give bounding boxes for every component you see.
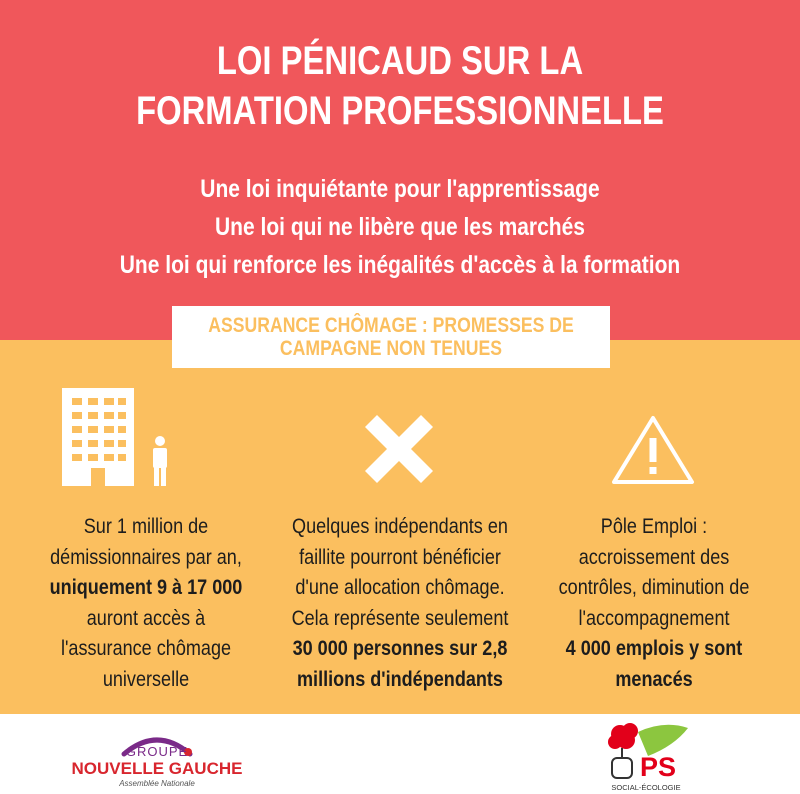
logo-group-name: NOUVELLE GAUCHE <box>72 759 242 778</box>
rose-shape <box>608 723 638 749</box>
title-line-2: FORMATION PROFESSIONNELLE <box>136 89 664 133</box>
column-1-line-6: universelle <box>102 667 190 691</box>
column-3-line-1: Pôle Emploi : <box>600 515 708 538</box>
column-1-line-5: l'assurance chômage <box>60 637 232 660</box>
column-3 <box>522 512 786 695</box>
logo-group-label: GROUPE <box>125 744 189 759</box>
column-3-line-3: contrôles, diminution de <box>558 576 750 599</box>
column-1-line-3: uniquement 9 à 17 000 <box>49 576 243 599</box>
warning-icon <box>610 414 696 486</box>
column-2-line-5: 30 000 personnes sur 2,8 <box>292 637 508 660</box>
column-2-line-1: Quelques indépendants en <box>292 515 508 538</box>
person-shape <box>153 436 167 486</box>
page-title <box>72 36 728 136</box>
column-2 <box>250 512 550 695</box>
building-person-icon <box>58 384 182 490</box>
subtitle-1: Une loi inquiétante pour l'apprentissage <box>200 175 600 203</box>
column-3-line-4: l'accompagnement <box>578 606 730 630</box>
column-1 <box>18 512 274 695</box>
nouvelle-gauche-logo <box>72 728 242 790</box>
column-1-line-4: auront accès à <box>86 606 206 630</box>
column-2-line-3: d'une allocation chômage. <box>295 576 505 599</box>
column-2-line-6: millions d'indépendants <box>297 667 503 691</box>
banner-line-2: CAMPAGNE NON TENUES <box>279 337 503 360</box>
column-3-line-6: menacés <box>615 667 693 691</box>
subtitle-list <box>64 170 736 284</box>
subtitle-2: Une loi qui ne libère que les marchés <box>215 213 585 241</box>
cross-icon <box>362 412 436 486</box>
banner-line-1: ASSURANCE CHÔMAGE : PROMESSES DE <box>208 314 574 337</box>
column-3-line-2: accroissement des <box>578 545 730 569</box>
ps-mark: PS <box>639 752 677 782</box>
section-banner <box>172 306 610 368</box>
column-1-line-2: démissionnaires par an, <box>50 545 242 569</box>
banner-text <box>207 314 575 360</box>
column-1-line-1: Sur 1 million de <box>83 515 209 538</box>
ps-logo <box>602 716 692 794</box>
logo-group-subtitle: Assemblée Nationale <box>119 779 195 788</box>
ps-tagline: SOCIAL-ÉCOLOGIE <box>611 783 681 792</box>
column-2-line-4: Cela représente seulement <box>291 606 509 630</box>
column-2-line-2: faillite pourront bénéficier <box>299 545 501 569</box>
column-3-line-5: 4 000 emplois y sont <box>565 637 743 660</box>
title-line-1: LOI PÉNICAUD SUR LA <box>216 39 584 83</box>
fist-shape <box>612 758 632 778</box>
subtitle-3: Une loi qui renforce les inégalités d'accès à la formation <box>119 251 681 279</box>
